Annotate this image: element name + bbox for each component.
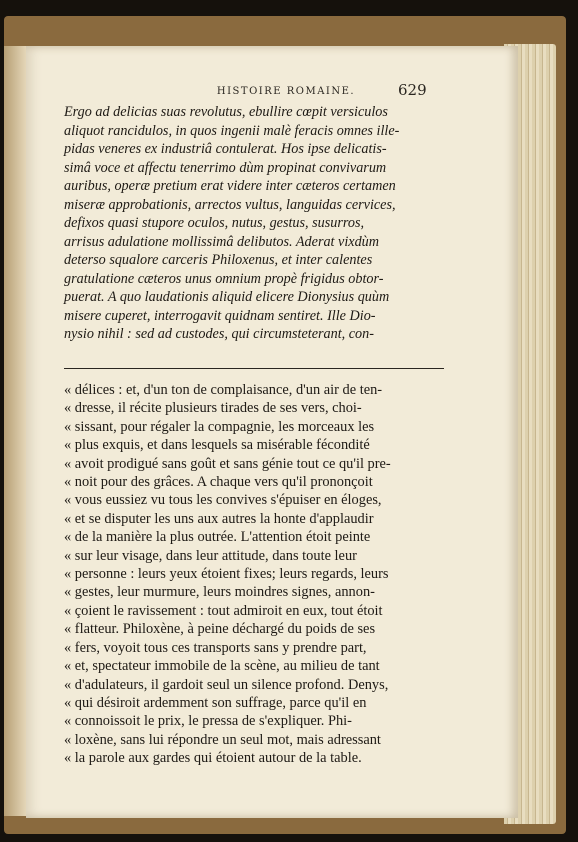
french-line: « qui désiroit ardemment son suffrage, parce qu'il en — [64, 694, 367, 711]
latin-line: deterso squalore carceris Philoxenus, et inter calentes — [64, 252, 373, 268]
french-line: « plus exquis, et dans lesquels sa misérable fécondité — [64, 437, 370, 454]
french-line: « de la manière la plus outrée. L'attention étoit peinte — [64, 529, 371, 546]
facing-page-edge — [4, 46, 26, 816]
latin-line: aliquot rancidulos, in quos ingenii malè feracis omnes ille- — [64, 122, 400, 139]
french-line: « sur leur visage, dans leur attitude, dans toute leur — [64, 547, 357, 564]
page-number: 629 — [398, 81, 427, 99]
latin-line: gratulatione cæteros unus omnium propè frigidus obtor- — [64, 270, 384, 287]
latin-line: defixos quasi stupore oculos, nutus, gestus, susurros, — [64, 215, 365, 231]
french-line: « délices : et, d'un ton de complaisance, d'un air de ten- — [64, 382, 383, 398]
french-line: « sissant, pour régaler la compagnie, les morceaux les — [64, 418, 375, 435]
french-line: « d'adulateurs, il gardoit seul un silence profond. Denys, — [64, 676, 389, 693]
french-line: « flatteur. Philoxène, à peine déchargé du poids de ses — [64, 621, 376, 638]
latin-text-block — [64, 103, 456, 344]
french-line: « la parole aux gardes qui étoient autour de la table. — [64, 750, 362, 767]
french-line: « çoient le ravissement : tout admiroit en eux, tout étoit — [64, 602, 383, 619]
french-line: « vous eussiez vu tous les convives s'épuiser en éloges, — [64, 492, 382, 509]
latin-line: misere cuperet, interrogavit quidnam sentiret. Ille Dio- — [64, 307, 376, 324]
running-head: HISTOIRE ROMAINE. — [216, 86, 356, 97]
latin-line: nysio nihil : sed ad custodes, qui circumsteterant, con- — [64, 326, 374, 342]
french-line: « avoit prodigué sans goût et sans génie tout ce qu'il pre- — [64, 455, 391, 472]
french-translation-block — [64, 381, 456, 768]
french-line: « dresse, il récite plusieurs tirades de ses vers, choi- — [64, 400, 362, 417]
latin-line: Ergo ad delicias suas revolutus, ebullire cœpit versiculos — [64, 104, 388, 120]
book-page — [26, 46, 518, 818]
book-binding — [4, 16, 566, 834]
separator-rule — [64, 368, 444, 369]
french-line: « fers, voyoit tous ces transports sans y prendre part, — [64, 639, 367, 656]
french-line: « personne : leurs yeux étoient fixes; leurs regards, leurs — [64, 566, 389, 583]
latin-line: puerat. A quo laudationis aliquid elicere Dionysius quùm — [64, 289, 390, 305]
latin-line: miseræ approbationis, arrectos vultus, languidas cervices, — [64, 196, 396, 213]
french-line: « loxène, sans lui répondre un seul mot, mais adressant — [64, 731, 381, 748]
latin-line: simâ voce et affectu tenerrimo dùm propinat convivarum — [64, 159, 387, 176]
latin-line: pidas veneres ex industriâ contulerat. Hos ipse delicatis- — [64, 141, 387, 157]
french-line: « connoissoit le prix, le pressa de s'expliquer. Phi- — [64, 713, 352, 730]
french-line: « gestes, leur murmure, leurs moindres signes, annon- — [64, 584, 375, 601]
french-line: « noit pour des grâces. A chaque vers qu'il prononçoit — [64, 474, 373, 491]
latin-line: auribus, operæ pretium erat videre inter cæteros certamen — [64, 178, 396, 194]
french-line: « et se disputer les uns aux autres la honte d'applaudir — [64, 510, 374, 527]
latin-line: arrisus adulatione mollissimâ delibutos. Aderat vixdùm — [64, 233, 380, 250]
french-line: « et, spectateur immobile de la scène, au milieu de tant — [64, 658, 380, 675]
